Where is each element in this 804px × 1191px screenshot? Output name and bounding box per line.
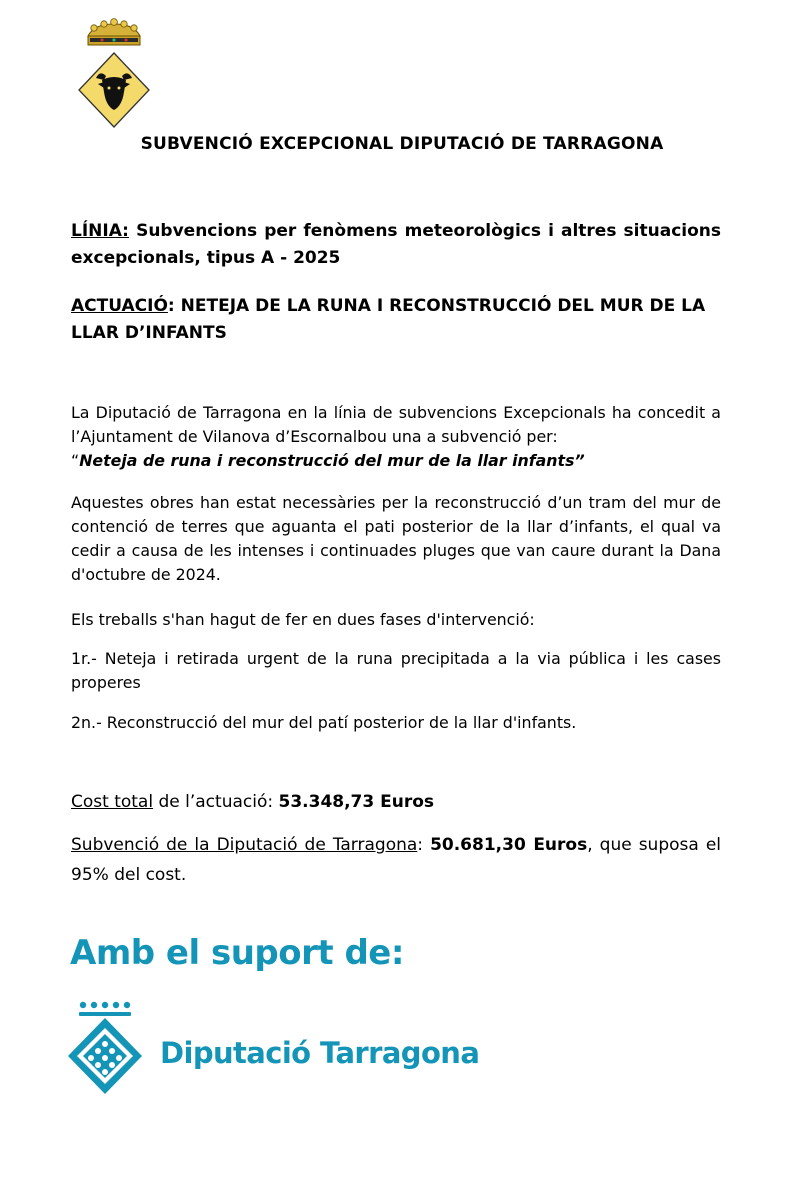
subvencio-colon: : bbox=[417, 835, 431, 855]
paragraph-intro-text: La Diputació de Tarragona en la línia de subvencions Excepcionals ha concedit a l’Ajuntament de Vilanova d’Escornalbou una a subvenció per: bbox=[71, 403, 721, 446]
linia-text: Subvencions per fenòmens meteorològics i altres situacions excepcionals, tipus A - 2025 bbox=[71, 221, 721, 268]
paragraph-reason: Aquestes obres han estat necessàries per la reconstrucció d’un tram del mur de contenció de terres que aguanta el pati posterior de la llar d’infants, el qual va cedir a causa de les intenses i continuades pluges que van caure durant la Dana d'octubre de 2024. bbox=[71, 493, 721, 584]
diputacio-tarragona-name: Diputació Tarragona bbox=[160, 1036, 480, 1070]
paragraph-intro bbox=[71, 401, 721, 473]
subvencio-line bbox=[71, 830, 721, 890]
cost-amount: 53.348,73 Euros bbox=[278, 792, 435, 812]
actuacio-section bbox=[71, 293, 721, 347]
subvencio-amount: 50.681,30 Euros bbox=[430, 835, 588, 855]
actuacio-text: : NETEJA DE LA RUNA I RECONSTRUCCIÓ DEL MUR DE LA LLAR D’INFANTS bbox=[71, 296, 706, 343]
phase-1: 1r.- Neteja i retirada urgent de la runa precipitada a la via pública i les cases properes bbox=[71, 649, 721, 692]
linia-label: LÍNIA: bbox=[71, 221, 129, 241]
diputacio-tarragona-logo-icon bbox=[68, 1000, 150, 1096]
phase-2: 2n.- Reconstrucció del mur del patí posterior de la llar d'infants. bbox=[71, 713, 577, 732]
cost-middle: de l’actuació: bbox=[153, 792, 279, 812]
quote-open: “ bbox=[71, 451, 80, 470]
cost-total-line bbox=[71, 789, 721, 816]
cost-label: Cost total bbox=[71, 792, 154, 812]
actuacio-label: ACTUACIÓ bbox=[71, 296, 168, 316]
paragraph-phases: Els treballs s'han hagut de fer en dues fases d'intervenció: bbox=[71, 610, 535, 629]
linia-section bbox=[71, 218, 721, 272]
crown-icon bbox=[88, 19, 140, 45]
municipal-crest-icon bbox=[74, 16, 152, 130]
quote-text: Neteja de runa i reconstrucció del mur de la llar infants” bbox=[79, 451, 585, 470]
subvencio-tail: , que suposa el 95% del cost. bbox=[71, 835, 721, 885]
document-title: SUBVENCIÓ EXCEPCIONAL DIPUTACIÓ DE TARRAGONA bbox=[140, 134, 664, 154]
support-heading: Amb el suport de: bbox=[70, 933, 404, 973]
subvencio-label: Subvenció de la Diputació de Tarragona bbox=[71, 835, 418, 855]
